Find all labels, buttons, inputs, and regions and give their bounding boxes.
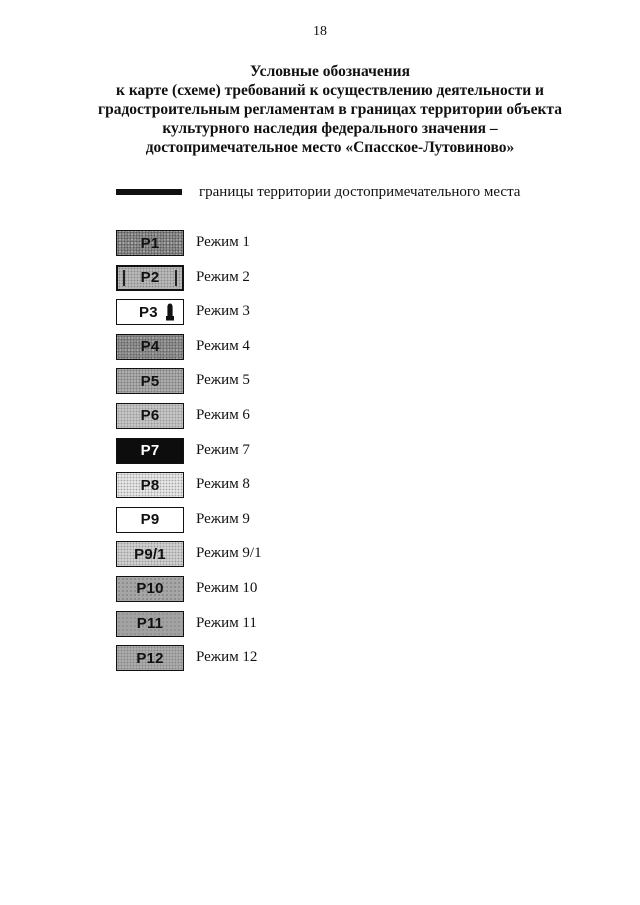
legend-item-p12 <box>116 645 536 680</box>
title-line: культурного наследия федерального значения – <box>162 120 498 137</box>
legend-label: Режим 11 <box>196 614 257 631</box>
legend-item-p10 <box>116 576 536 611</box>
regime-swatch-p4 <box>116 334 184 360</box>
legend-label: Режим 6 <box>196 406 250 423</box>
boundary-legend-row <box>116 180 520 204</box>
legend-label: Режим 9/1 <box>196 545 262 562</box>
legend-item-p3 <box>116 299 536 334</box>
legend-item-p5 <box>116 368 536 403</box>
page-number: 18 <box>313 24 327 39</box>
swatch-code: P9 <box>140 511 160 529</box>
legend-label: Режим 4 <box>196 337 250 354</box>
swatch-code: P4 <box>140 338 160 356</box>
regime-swatch-p3 <box>116 299 184 325</box>
regime-swatch-p10 <box>116 576 184 602</box>
swatch-code: P10 <box>136 580 164 598</box>
regime-swatch-p6 <box>116 403 184 429</box>
legend-label: Режим 9 <box>196 510 250 527</box>
swatch-code: P6 <box>140 407 160 425</box>
boundary-description: границы территории достопримечательного места <box>199 183 521 200</box>
regime-swatch-p9-1 <box>116 541 184 567</box>
legend-label: Режим 8 <box>196 476 250 493</box>
swatch-code: P1 <box>140 234 160 252</box>
regime-swatch-p9 <box>116 507 184 533</box>
swatch-code: P7 <box>140 442 160 460</box>
regime-swatch-p5 <box>116 368 184 394</box>
swatch-code: P3 <box>139 303 158 321</box>
legend-item-p6 <box>116 403 536 438</box>
swatch-code: P5 <box>140 372 160 390</box>
regime-swatch-p7 <box>116 438 184 464</box>
legend-label: Режим 1 <box>196 234 250 250</box>
regime-swatch-p1 <box>116 230 184 256</box>
title-line: градостроительным регламентам в границах территории объекта <box>98 101 562 118</box>
legend-item-p9 <box>116 507 536 542</box>
legend-item-p1 <box>116 230 536 265</box>
swatch-code: P2 <box>140 269 160 287</box>
swatch-code: P8 <box>140 476 160 494</box>
legend-item-p7 <box>116 438 536 473</box>
legend-item-p2 <box>116 265 536 300</box>
legend-item-p8 <box>116 472 536 507</box>
legend-item-p11 <box>116 611 536 646</box>
swatch-code: P11 <box>136 615 164 633</box>
swatch-code: P9/1 <box>134 545 166 563</box>
monument-pin-icon <box>165 303 175 321</box>
legend-label: Режим 2 <box>196 268 250 285</box>
regime-swatch-p12 <box>116 645 184 671</box>
legend-label: Режим 5 <box>196 372 250 389</box>
title-line: к карте (схеме) требований к осуществлению деятельности и <box>116 82 544 99</box>
legend-label: Режим 12 <box>196 649 258 666</box>
boundary-line-symbol <box>116 189 182 195</box>
legend-label: Режим 10 <box>196 579 258 596</box>
legend-label: Режим 7 <box>196 441 250 458</box>
legend-item-p4 <box>116 334 536 369</box>
legend-title <box>80 62 580 157</box>
title-line: достопримечательное место «Спасское-Лутовиново» <box>145 139 515 156</box>
title-line: Условные обозначения <box>249 63 410 80</box>
legend-item-p9-1 <box>116 541 536 576</box>
regime-swatch-p11 <box>116 611 184 637</box>
regime-legend <box>116 230 536 680</box>
regime-swatch-p2 <box>116 265 184 291</box>
regime-swatch-p8 <box>116 472 184 498</box>
legend-label: Режим 3 <box>196 303 250 320</box>
swatch-code: P12 <box>136 649 164 667</box>
